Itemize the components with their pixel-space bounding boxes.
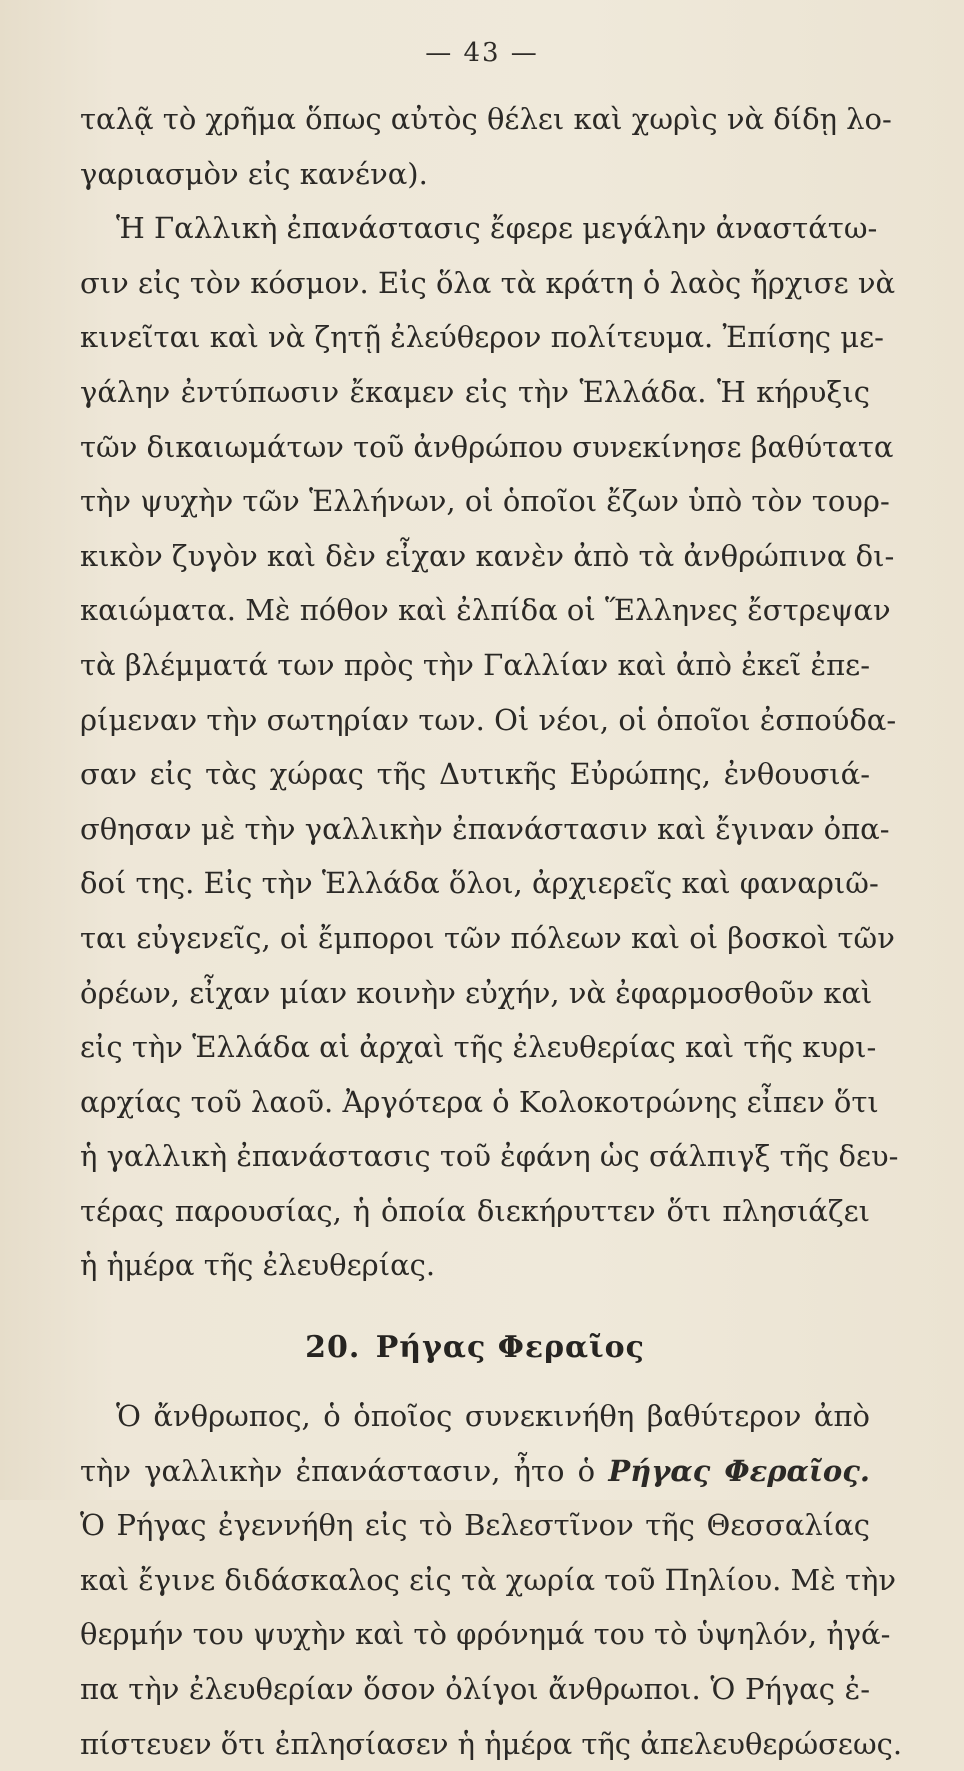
- text-line: Ὁ ἄνθρωπος, ὁ ὁποῖος συνεκινήθη βαθύτερον ἀπὸ: [116, 1399, 870, 1434]
- text-line: τῶν δικαιωμάτων τοῦ ἀνθρώπου συνεκίνησε βαθύτατα: [80, 429, 894, 464]
- paragraph-1: [80, 92, 892, 201]
- paragraph-rigas: [80, 1389, 903, 1771]
- text-line: ταλᾷ τὸ χρῆμα ὅπως αὐτὸς θέλει καὶ χωρὶς νὰ δίδῃ λο-: [80, 102, 892, 136]
- text-line: ὀρέων, εἶχαν μίαν κοινὴν εὐχήν, νὰ ἐφαρμοσθοῦν καὶ: [80, 975, 873, 1010]
- text-line: ἡ ἡμέρα τῆς ἐλευθερίας.: [80, 1248, 436, 1283]
- text-line: καὶ ἔγινε διδάσκαλος εἰς τὰ χωρία τοῦ Πηλίου. Μὲ τὴν: [80, 1562, 897, 1597]
- text-line: σθησαν μὲ τὴν γαλλικὴν ἐπανάστασιν καὶ ἔγιναν ὀπα-: [80, 811, 890, 846]
- text-line: ἡ γαλλικὴ ἐπανάστασις τοῦ ἐφάνη ὡς σάλπιγξ τῆς δευ-: [80, 1139, 899, 1174]
- section-title: Ρήγας Φεραῖος: [375, 1330, 645, 1366]
- text-line: σιν εἰς τὸν κόσμον. Εἰς ὅλα τὰ κράτη ὁ λαὸς ἤρχισε νὰ: [80, 265, 896, 300]
- text-line: Ὁ Ρήγας ἐγεννήθη εἰς τὸ Βελεστῖνον τῆς Θεσσαλίας: [80, 1508, 870, 1543]
- text-line: τέρας παρουσίας, ἡ ὁποία διεκήρυττεν ὅτι πλησιάζει: [80, 1193, 870, 1228]
- text-line: ρίμεναν τὴν σωτηρίαν των. Οἱ νέοι, οἱ ὁποῖοι ἐσπούδα-: [80, 702, 897, 737]
- page-number: — 43 —: [425, 38, 539, 68]
- text-line: κικὸν ζυγὸν καὶ δὲν εἶχαν κανὲν ἀπὸ τὰ ἀνθρώπινα δι-: [80, 538, 895, 573]
- text-line: αρχίας τοῦ λαοῦ. Ἀργότερα ὁ Κολοκοτρώνης εἶπεν ὅτι: [80, 1084, 879, 1119]
- text-line: θερμήν του ψυχὴν καὶ τὸ φρόνημά του τὸ ὑψηλόν, ἠγά-: [80, 1617, 891, 1652]
- text-line: γαριασμὸν εἰς κανένα).: [80, 156, 428, 191]
- text-line: ται εὐγενεῖς, οἱ ἔμποροι τῶν πόλεων καὶ οἱ βοσκοὶ τῶν: [80, 920, 895, 955]
- section-number: 20.: [305, 1330, 361, 1366]
- text-line: εἰς τὴν Ἑλλάδα αἱ ἀρχαὶ τῆς ἐλευθερίας καὶ τῆς κυρι-: [80, 1030, 877, 1065]
- text-line: κινεῖται καὶ νὰ ζητῇ ἐλεύθερον πολίτευμα. Ἐπίσης με-: [80, 320, 884, 355]
- text-line: Ἡ Γαλλικὴ ἐπανάστασις ἔφερε μεγάλην ἀναστάτω-: [116, 211, 878, 246]
- text-line: πίστευεν ὅτι ἐπλησίασεν ἡ ἡμέρα τῆς ἀπελευθερώσεως.: [80, 1726, 903, 1761]
- paragraph-french-revolution: [80, 201, 899, 1293]
- text-fragment: τὴν γαλλικὴν ἐπανάστασιν, ἦτο ὁ: [80, 1453, 609, 1488]
- section-heading: [80, 1293, 870, 1389]
- text-line: τὰ βλέμματά των πρὸς τὴν Γαλλίαν καὶ ἀπὸ ἐκεῖ ἐπε-: [80, 647, 870, 682]
- text-line: σαν εἰς τὰς χώρας τῆς Δυτικῆς Εὐρώπης, ἐνθουσιά-: [80, 757, 870, 792]
- person-name: Ρήγας Φεραῖος.: [608, 1453, 870, 1488]
- text-line: καιώματα. Μὲ πόθον καὶ ἐλπίδα οἱ Ἕλληνες ἔστρεψαν: [80, 593, 891, 628]
- text-line: δοί της. Εἰς τὴν Ἑλλάδα ὅλοι, ἀρχιερεῖς καὶ φαναριῶ-: [80, 866, 879, 901]
- text-line: γάλην ἐντύπωσιν ἔκαμεν εἰς τὴν Ἑλλάδα. Ἡ κήρυξις: [80, 374, 870, 409]
- text-line: τὴν ψυχὴν τῶν Ἑλλήνων, οἱ ὁποῖοι ἔζων ὑπὸ τὸν τουρ-: [80, 484, 890, 519]
- page-body: [80, 92, 903, 1771]
- text-line: πα τὴν ἐλευθερίαν ὅσον ὀλίγοι ἄνθρωποι. Ὁ Ρήγας ἐ-: [80, 1672, 870, 1707]
- text-line: [80, 1444, 870, 1499]
